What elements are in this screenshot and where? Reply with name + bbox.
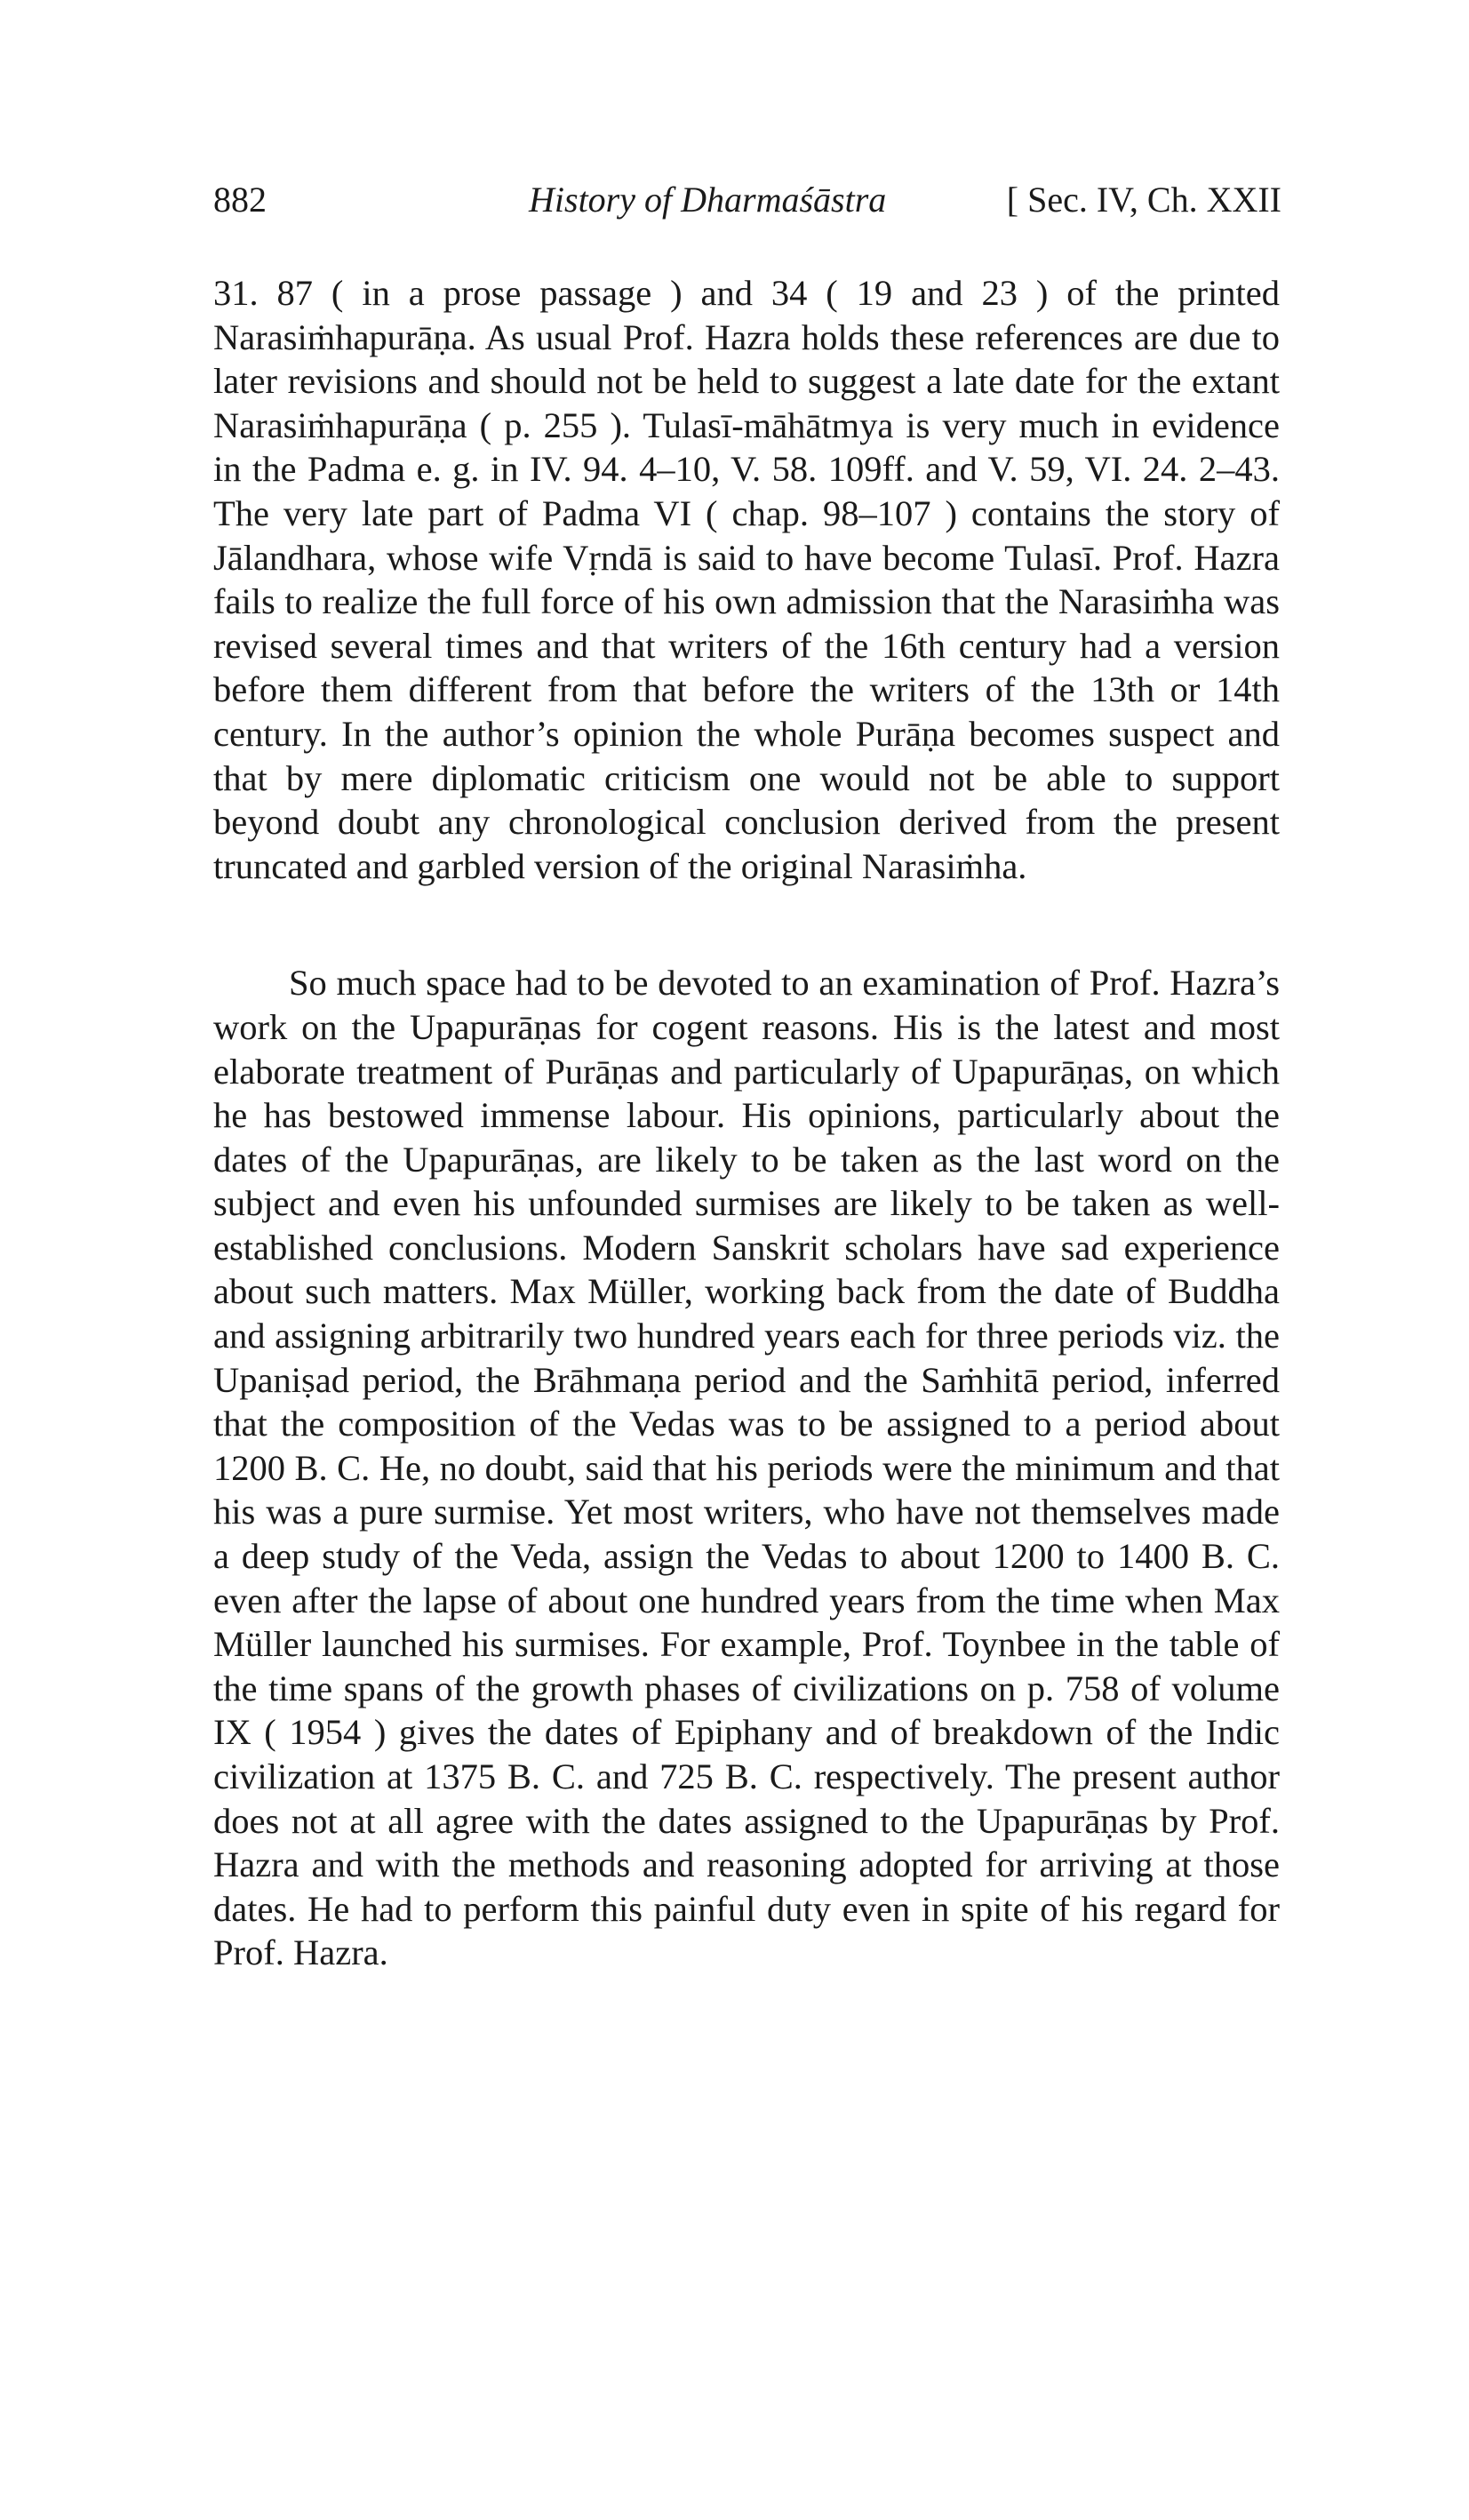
paragraph-continuation: 31. 87 ( in a prose passage ) and 34 ( 19 and 23 ) of the printed Narasiṁhapurāṇa. As usual Prof. Hazra holds these references are due to later revisions and should not be held to suggest a late date for the extant Narasiṁhapurāṇa ( p. 255 ). Tulasī-māhātmya is very much in evidence in the Padma e. g. in IV. 94. 4–10, V. 58. 109ff. and V. 59, VI. 24. 2–43. The very late part of Padma VI ( chap. 98–107 ) contains the story of Jālandhara, whose wife Vṛndā is said to have become Tulasī. Prof. Hazra fails to realize the full force of his own admission that the Narasiṁha was revised several times and that writers of the 16th century had a version before them different from that before the writers of the 13th or 14th century. In the author’s opinion the whole Purāṇa becomes suspect and that by mere diplomatic criticism one would not be able to support beyond doubt any chronological conclusion derived from the present truncated and garbled version of the original Narasiṁha.: [213, 273, 1280, 886]
paragraph-upapuranas-examination: So much space had to be devoted to an examination of Prof. Hazra’s work on the Upapurāṇas for cogent reasons. His is the latest and most elaborate treatment of Purāṇas and particularly of Upapurāṇas, on which he has bestowed immense labour. His opinions, particularly about the dates of the Upapurāṇas, are likely to be taken as the last word on the subject and even his unfounded surmises are likely to be taken as well-established conclusions. Modern Sanskrit scholars have sad experience about such matters. Max Müller, working back from the date of Buddha and assigning arbitrarily two hundred years each for three periods viz. the Upaniṣad period, the Brāhmaṇa period and the Saṁhitā period, inferred that the composition of the Vedas was to be assigned to a period about 1200 B. C. He, no doubt, said that his periods were the minimum and that his was a pure surmise. Yet most writers, who have not themselves made a deep study of the Veda, assign the Vedas to about 1200 to 1400 B. C. even after the lapse of about one hundred years from the time when Max Müller launched his surmises. For example, Prof. Toynbee in the table of the time spans of the growth phases of civilizations on p. 758 of volume IX ( 1954 ) gives the dates of Epiphany and of breakdown of the Indic civilization at 1375 B. C. and 725 B. C. respectively. The present author does not at all agree with the dates assigned to the Upapurāṇas by Prof. Hazra and with the methods and reasoning adopted for arriving at those dates. He had to perform this painful duty even in spite of his regard for Prof. Hazra.: [213, 963, 1280, 1973]
book-page: [213, 173, 1280, 1975]
running-title: History of Dharmaśāstra: [529, 180, 887, 220]
body-text: [213, 271, 1280, 1975]
running-head: [213, 173, 1280, 227]
section-reference: [ Sec. IV, Ch. XXII: [1006, 180, 1281, 220]
page-number: 882: [213, 180, 267, 220]
